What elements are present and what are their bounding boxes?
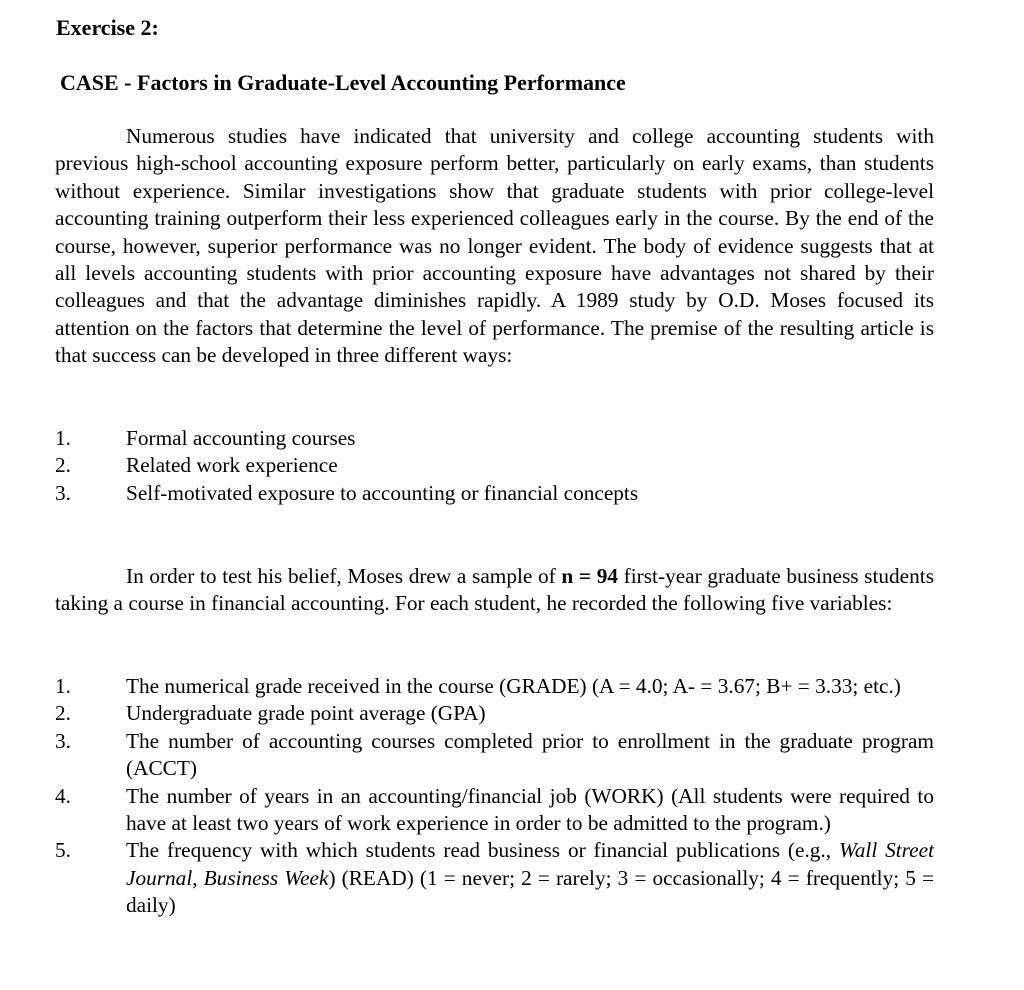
list-number: 5. [55, 838, 71, 863]
method-text-before: In order to test his belief, Moses drew a sample of [126, 564, 562, 588]
list-text: Formal accounting courses [126, 426, 356, 450]
list-text: The number of accounting courses completed prior to enrollment in the graduate program (ACCT) [126, 728, 934, 781]
intro-paragraph: Numerous studies have indicated that university and college accounting students with previous high-school accounting exposure perform better, particularly on early exams, than students without experience. Similar investigations show that graduate students with prior college-level accounting training outperform their less experienced colleagues early in the course. By the end of the course, however, superior performance was no longer evident. The body of evidence suggests that at all levels accounting students with prior accounting exposure have advantages not shared by their colleagues and that the advantage diminishes rapidly. A 1989 study by O.D. Moses focused its attention on the factors that determine the level of performance. The premise of the resulting article is that success can be developed in three different ways: [55, 124, 934, 368]
list-text [126, 837, 934, 919]
list-number: 1. [55, 674, 71, 698]
exercise-title: Exercise 2: [56, 15, 159, 40]
list-item [55, 700, 934, 727]
sample-size: n = 94 [561, 564, 619, 588]
list-number: 2. [55, 453, 71, 478]
list-item [55, 837, 934, 919]
list-text: Related work experience [126, 453, 338, 478]
list-text: The numerical grade received in the course (GRADE) (A = 4.0; A- = 3.67; B+ = 3.33; etc.) [126, 674, 901, 698]
list-item [55, 783, 934, 838]
list-number: 3. [55, 480, 71, 505]
list-item [55, 673, 934, 700]
list-item [55, 480, 934, 507]
ways-list [55, 425, 934, 507]
list-text: Undergraduate grade point average (GPA) [126, 701, 486, 726]
list-number: 1. [55, 426, 71, 450]
list-text-after: ) (READ) (1 = never; 2 = rarely; 3 = occasionally; 4 = frequently; 5 = daily) [126, 865, 935, 918]
variables-list [55, 673, 934, 920]
list-item [55, 452, 934, 479]
list-text: Self-motivated exposure to accounting or financial concepts [126, 480, 639, 505]
list-number: 2. [55, 701, 71, 726]
list-text: The number of years in an accounting/financial job (WORK) (All students were required to have at least two years of work experience in order to be admitted to the program.) [126, 783, 934, 836]
case-title: CASE - Factors in Graduate-Level Accounting Performance [60, 70, 626, 95]
list-item [55, 425, 934, 452]
list-item [55, 728, 934, 783]
method-paragraph [55, 563, 934, 618]
publication-wsj: Wall Street Journal, [126, 838, 935, 890]
list-number: 3. [55, 728, 71, 753]
method-text-after: first-year graduate business students taking a course in financial accounting. For each student, he recorded the following five variables: [55, 564, 934, 616]
list-text-before: The frequency with which students read business or financial publications (e.g., [126, 838, 839, 863]
list-number: 4. [55, 783, 71, 808]
publication-business-week: Business Week [203, 865, 329, 890]
